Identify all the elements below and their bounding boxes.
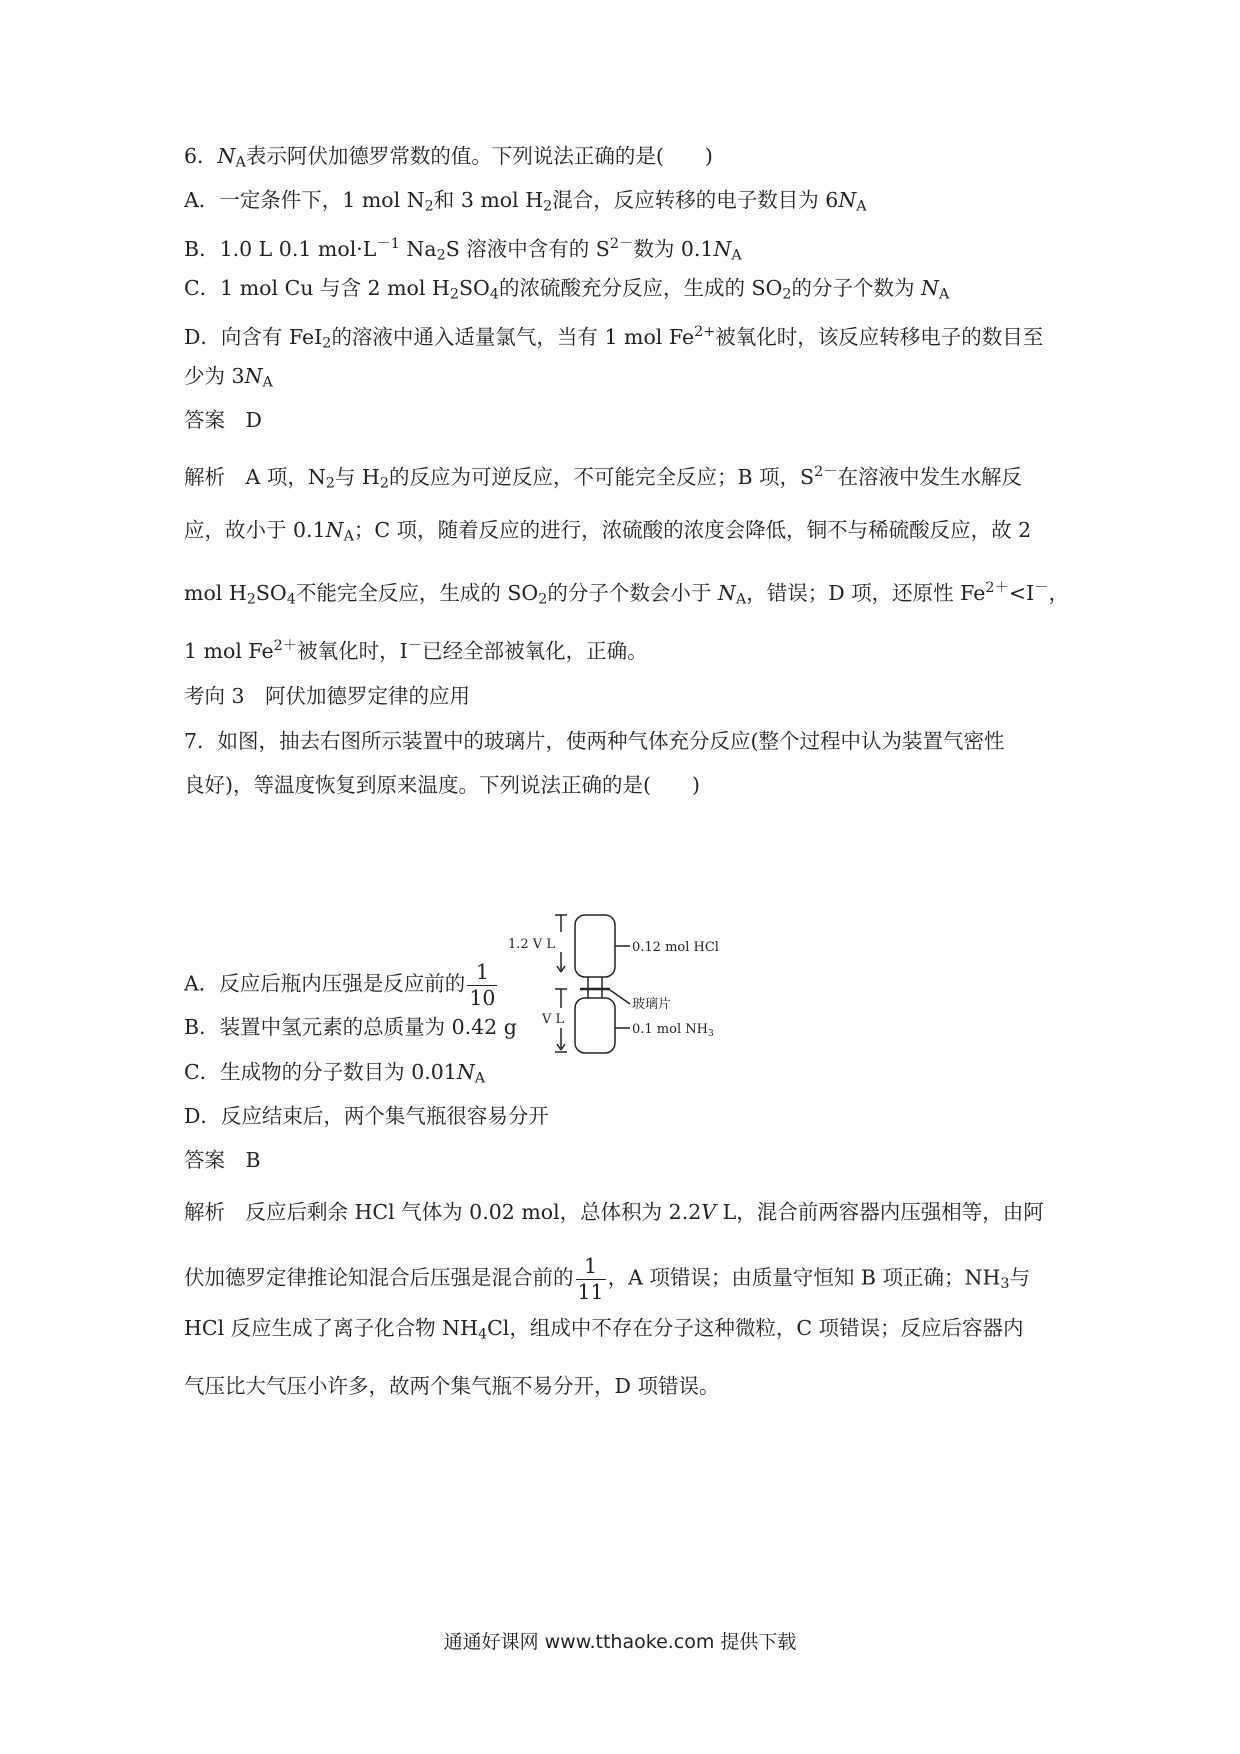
q7-option-a: A．反应后瓶内压强是反应前的 $\frac{1}{10}$ (184, 960, 496, 1010)
q6-explanation-line3: mol $H_2SO_4$不能完全反应，生成的 $SO_2$的分子个数会小于 $N_A$，错误；D 项，还原性 $Fe^{2+}<I^-$， (184, 580, 1070, 608)
q7-answer: 答案 B (184, 1148, 261, 1172)
glass-plate-label: 玻璃片 (632, 997, 672, 1012)
bottom-bottle (575, 998, 615, 1053)
page-footer: 通通好课网 www.tthaoke.com 提供下载 (443, 1631, 797, 1653)
q7-explanation-line2: 伏加德罗定律推论知混合后压强是混合前的 $\frac{1}{11}$ ，A 项错误；由质量守恒知 B 项正确；$NH_3$与 (184, 1254, 1030, 1304)
q7-stem-line2: 良好)，等温度恢复到原来温度。下列说法正确的是( ) (184, 773, 700, 797)
fraction-one-tenth: $\frac{1}{10}$ (469, 960, 496, 1010)
q6-answer: 答案 D (184, 408, 262, 432)
gas-apparatus-diagram (508, 910, 760, 1060)
q6-explanation-line2: 应，故小于 $0.1N_A$；C 项，随着反应的进行，浓硫酸的浓度会降低，铜不与稀硫酸反应，故 2 (184, 518, 1032, 545)
q6-option-a: A．一定条件下，1 mol $N_2$和 3 mol $H_2$混合，反应转移的电子数目为 $6N_A$ (184, 188, 867, 215)
q7-explanation-line3: HCl 反应生成了离子化合物 $NH_4Cl$，组成中不存在分子这种微粒，C 项错误；反应后容器内 (184, 1316, 1024, 1343)
bottom-gas-label: 0.1 mol $NH_3$ (632, 1022, 714, 1039)
q7-explanation-line1: 解析 反应后剩余 HCl 气体为 0.02 mol，总体积为 2.2V L，混合前两容器内压强相等，由阿 (184, 1200, 1044, 1224)
q6-option-c: C．1 mol Cu 与含 2 mol $H_2SO_4$的浓硫酸充分反应，生成的 $SO_2$的分子个数为 $N_A$ (184, 276, 950, 303)
q7-option-b: B．装置中氢元素的总质量为 0.42 g (184, 1015, 517, 1039)
top-gas-label: 0.12 mol HCl (632, 940, 719, 955)
q6-stem: 6．$N_A$表示阿伏加德罗常数的值。下列说法正确的是( ) (184, 144, 713, 171)
q7-stem-line1: 7．如图，抽去右图所示装置中的玻璃片，使两种气体充分反应(整个过程中认为装置气密性 (184, 729, 1005, 753)
q6-explanation-line4: 1 mol $Fe^{2+}$被氧化时，I－已经全部被氧化，正确。 (184, 638, 648, 663)
fraction-one-eleventh: $\frac{1}{11}$ (577, 1254, 604, 1304)
q6-option-d-line2: 少为 $3N_A$ (184, 364, 273, 391)
q7-option-d: D．反应结束后，两个集气瓶很容易分开 (184, 1104, 549, 1128)
q7-option-c: C．生成物的分子数目为 $0.01N_A$ (184, 1060, 486, 1087)
q6-explanation-line1: 解析 A 项，$N_2$与 $H_2$的反应为可逆反应，不可能完全反应；B 项，$S^{2-}$在溶液中发生水解反 (184, 464, 1023, 492)
top-bottle (575, 915, 615, 977)
q6-option-b: B．1.0 L 0.1 $mol\cdot L^{-1}$ $Na_2S$ 溶液中含有的 $S^{2-}$数为 $0.1N_A$ (184, 236, 742, 264)
q7-explanation-line4: 气压比大气压小许多，故两个集气瓶不易分开，D 项错误。 (184, 1374, 720, 1398)
top-volume-label: 1.2 V L (508, 937, 555, 952)
section-heading: 考向 3 阿伏加德罗定律的应用 (184, 684, 471, 708)
q6-option-d-line1: D．向含有 FeI$_2$的溶液中通入适量氯气，当有 1 mol $Fe^{2+}$被氧化时，该反应转移电子的数目至 (184, 324, 1044, 352)
bottom-volume-label: V L (542, 1012, 565, 1027)
